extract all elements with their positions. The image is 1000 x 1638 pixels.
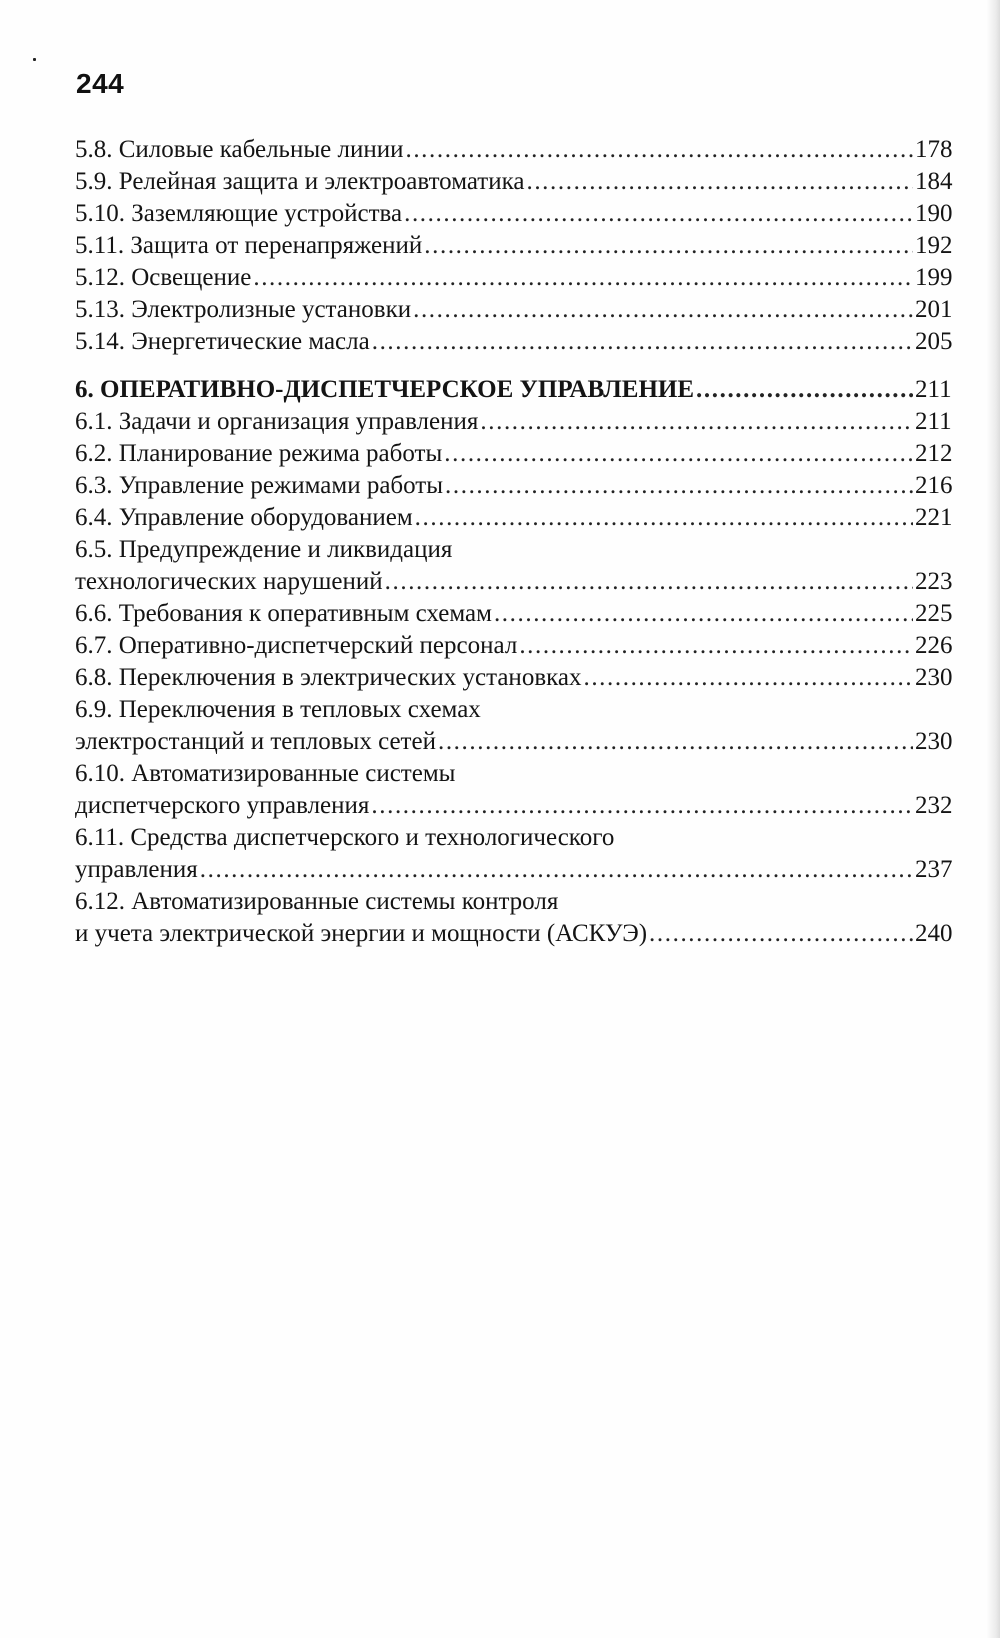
toc-entry-page: 225 bbox=[915, 600, 953, 627]
toc-entry-title: и учета электрической энергии и мощности (АСКУЭ) bbox=[75, 920, 648, 947]
toc-entry-title: электростанций и тепловых сетей bbox=[75, 728, 436, 755]
toc-entry-6-11-line1 bbox=[75, 822, 951, 854]
dot-leader bbox=[371, 790, 913, 822]
toc-entry-title: 5.8. Силовые кабельные линии bbox=[75, 136, 404, 163]
toc-entry-title: 6.4. Управление оборудованием bbox=[75, 504, 413, 531]
dot-leader bbox=[404, 198, 913, 230]
dot-leader bbox=[413, 294, 913, 326]
toc-entry-title: 6.1. Задачи и организация управления bbox=[75, 408, 479, 435]
dot-leader bbox=[494, 598, 913, 630]
toc-entry-page: 192 bbox=[915, 232, 953, 259]
dot-leader bbox=[438, 726, 913, 758]
toc-entry-6-8 bbox=[75, 662, 951, 694]
toc-entry-5-8 bbox=[75, 134, 951, 166]
toc-entry-5-11 bbox=[75, 230, 951, 262]
toc-entry-page: 212 bbox=[915, 440, 953, 467]
toc-entry-title: 5.11. Защита от перенапряжений bbox=[75, 232, 423, 259]
toc-entry-title: 6.7. Оперативно-диспетчерский персонал bbox=[75, 632, 518, 659]
toc-entry-page: 211 bbox=[915, 376, 952, 403]
toc-entry-title: 6.3. Управление режимами работы bbox=[75, 472, 444, 499]
toc-entry-6-1 bbox=[75, 406, 951, 438]
toc-entry-page: 201 bbox=[915, 296, 953, 323]
toc-entry-title-line1: 6.12. Автоматизированные системы контроля bbox=[75, 888, 559, 915]
toc-entry-6-3 bbox=[75, 470, 951, 502]
toc-entry-title: 5.13. Электролизные установки bbox=[75, 296, 412, 323]
toc-entry-title: 6.2. Планирование режима работы bbox=[75, 440, 443, 467]
dot-leader bbox=[696, 374, 913, 406]
scan-speck bbox=[33, 58, 36, 61]
toc-entry-6-5 bbox=[75, 566, 951, 598]
toc-entry-page: 190 bbox=[915, 200, 953, 227]
toc-entry-6-5-line1 bbox=[75, 534, 951, 566]
toc-entry-page: 184 bbox=[915, 168, 953, 195]
toc-entry-page: 230 bbox=[915, 728, 953, 755]
dot-leader bbox=[424, 230, 913, 262]
dot-leader bbox=[405, 134, 913, 166]
dot-leader bbox=[385, 566, 913, 598]
dot-leader bbox=[415, 502, 913, 534]
toc-entry-page: 232 bbox=[915, 792, 953, 819]
toc-chapter-6 bbox=[75, 374, 951, 406]
toc-entry-title-line1: 6.10. Автоматизированные системы bbox=[75, 760, 456, 787]
dot-leader bbox=[253, 262, 913, 294]
toc-entry-title-line1: 6.11. Средства диспетчерского и технологического bbox=[75, 824, 615, 851]
toc-entry-title-line1: 6.9. Переключения в тепловых схемах bbox=[75, 696, 481, 723]
toc-entry-6-10 bbox=[75, 790, 951, 822]
toc-entry-6-12-line1 bbox=[75, 886, 951, 918]
toc-entry-page: 221 bbox=[915, 504, 953, 531]
toc-entry-6-9 bbox=[75, 726, 951, 758]
toc-entry-title: 5.12. Освещение bbox=[75, 264, 252, 291]
toc-entry-5-13 bbox=[75, 294, 951, 326]
dot-leader bbox=[372, 326, 913, 358]
toc-entry-page: 226 bbox=[915, 632, 953, 659]
toc-chapter-title: 6. ОПЕРАТИВНО-ДИСПЕТЧЕРСКОЕ УПРАВЛЕНИЕ bbox=[75, 376, 695, 403]
toc-entry-page: 199 bbox=[915, 264, 953, 291]
toc-entry-5-9 bbox=[75, 166, 951, 198]
toc-entry-page: 178 bbox=[915, 136, 953, 163]
toc-entry-page: 230 bbox=[915, 664, 953, 691]
toc-entry-6-7 bbox=[75, 630, 951, 662]
dot-leader bbox=[445, 470, 913, 502]
dot-leader bbox=[519, 630, 913, 662]
toc-entry-title: технологических нарушений bbox=[75, 568, 383, 595]
toc-entry-5-12 bbox=[75, 262, 951, 294]
toc-entry-page: 211 bbox=[915, 408, 952, 435]
toc-entry-page: 240 bbox=[915, 920, 953, 947]
toc-entry-5-10 bbox=[75, 198, 951, 230]
section-gap bbox=[75, 358, 951, 374]
dot-leader bbox=[444, 438, 913, 470]
toc-entry-title: 6.6. Требования к оперативным схемам bbox=[75, 600, 492, 627]
table-of-contents bbox=[75, 134, 951, 950]
dot-leader bbox=[526, 166, 913, 198]
toc-entry-6-12 bbox=[75, 918, 951, 950]
dot-leader bbox=[200, 854, 913, 886]
toc-entry-title: 6.8. Переключения в электрических установках bbox=[75, 664, 582, 691]
toc-entry-title: управления bbox=[75, 856, 198, 883]
toc-entry-6-9-line1 bbox=[75, 694, 951, 726]
dot-leader bbox=[649, 918, 913, 950]
toc-entry-title: 5.10. Заземляющие устройства bbox=[75, 200, 403, 227]
toc-entry-title: диспетчерского управления bbox=[75, 792, 370, 819]
toc-entry-page: 205 bbox=[915, 328, 953, 355]
toc-entry-6-6 bbox=[75, 598, 951, 630]
toc-entry-page: 223 bbox=[915, 568, 953, 595]
toc-entry-page: 216 bbox=[915, 472, 953, 499]
toc-entry-6-11 bbox=[75, 854, 951, 886]
page-edge-shadow bbox=[986, 0, 1000, 1638]
toc-entry-page: 237 bbox=[915, 856, 953, 883]
page-number: 244 bbox=[76, 68, 125, 99]
dot-leader bbox=[480, 406, 913, 438]
toc-entry-6-4 bbox=[75, 502, 951, 534]
dot-leader bbox=[583, 662, 913, 694]
toc-entry-title-line1: 6.5. Предупреждение и ликвидация bbox=[75, 536, 453, 563]
toc-entry-title: 5.14. Энергетические масла bbox=[75, 328, 370, 355]
toc-entry-5-14 bbox=[75, 326, 951, 358]
toc-entry-6-10-line1 bbox=[75, 758, 951, 790]
toc-entry-6-2 bbox=[75, 438, 951, 470]
toc-entry-title: 5.9. Релейная защита и электроавтоматика bbox=[75, 168, 525, 195]
